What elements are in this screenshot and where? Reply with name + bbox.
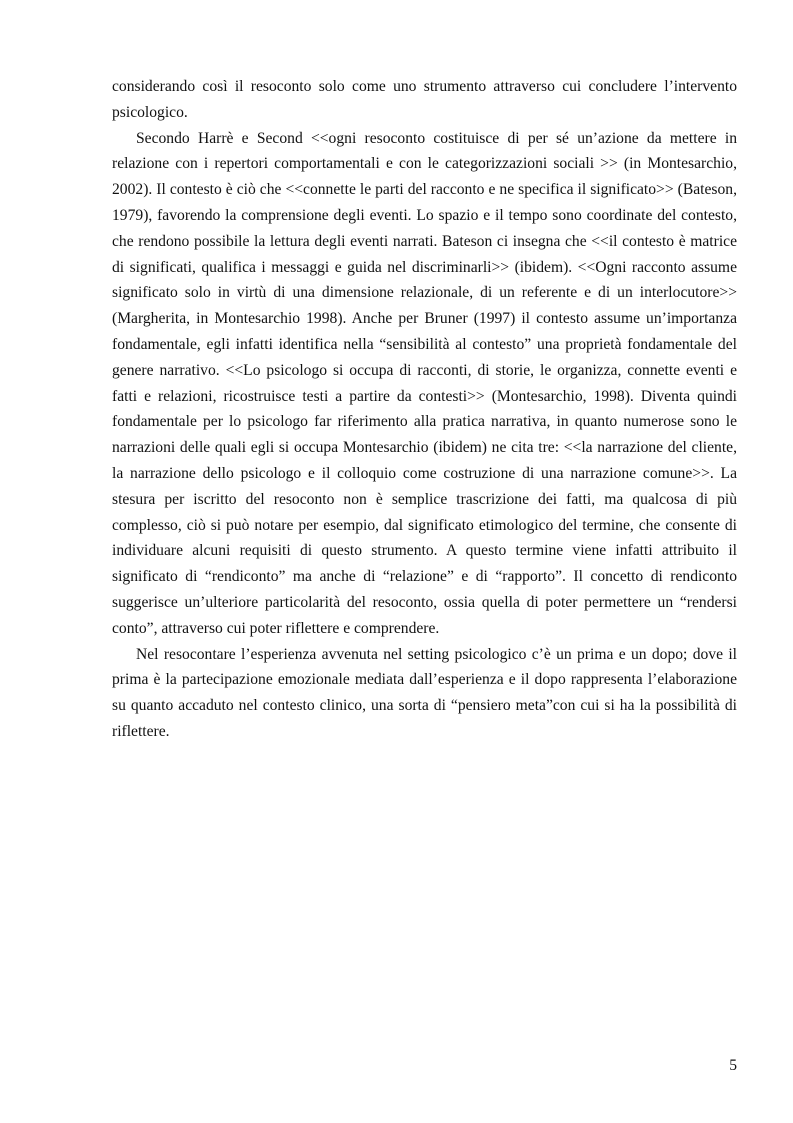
- paragraph-resocontare: Nel resocontare l’esperienza avvenuta nel setting psicologico c’è un prima e un dopo; dove il prima è la partecipazione emozionale mediata dall’esperienza e il dopo rappresenta l’elaborazione su quanto accaduto nel contesto clinico, una sorta di “pensiero meta”con cui si ha la possibilità di riflettere.: [112, 645, 737, 740]
- paragraph-context: Secondo Harrè e Second <<ogni resoconto costituisce di per sé un’azione da mettere in relazione con i repertori comportamentali e con le categorizzazioni sociali >> (in Montesarchio, 2002). Il contesto è ciò che <<connette le parti del racconto e ne specifica il significato>> (Bateson, 1979), favorendo la comprensione degli eventi. Lo spazio e il tempo sono coordinate del contesto, che rendono possibile la lettura degli eventi narrati. Bateson ci insegna che <<il contesto è matrice di significati, qualifica i messaggi e guida nel discriminarli>> (ibidem). <<Ogni racconto assume significato solo in virtù di una dimensione relazionale, di un referente e di un interlocutore>> (Margherita, in Montesarchio 1998). Anche per Bruner (1997) il contesto assume un’importanza fondamentale, egli infatti identifica nella “sensibilità al contesto” una proprietà fondamentale del genere narrativo. <<Lo psicologo si occupa di racconti, di storie, le organizza, connette eventi e fatti e relazioni, ricostruisce testi a partire da contesti>> (Montesarchio, 1998). Diventa quindi fondamentale per lo psicologo far riferimento alla pratica narrativa, in quanto numerose sono le narrazioni delle quali egli si occupa Montesarchio (ibidem) ne cita tre: <<la narrazione del cliente, la narrazione dello psicologo e il colloquio come costruzione di una narrazione comune>>. La stesura per iscritto del resoconto non è semplice trascrizione dei fatti, ma qualcosa di più complesso, ciò si può notare per esempio, dal significato etimologico del termine, che consente di individuare alcuni requisiti di questo strumento. A questo termine viene infatti attribuito il significato di “rendiconto” ma anche di “relazione” e di “rapporto”. Il concetto di rendiconto suggerisce un’ulteriore particolarità del resoconto, ossia quella di poter permettere un “rendersi conto”, attraverso cui poter riflettere e comprendere.: [112, 129, 737, 637]
- paragraph-continuation: considerando così il resoconto solo come uno strumento attraverso cui concludere l’intervento psicologico.: [112, 78, 737, 121]
- page-number: 5: [729, 1057, 737, 1074]
- body-text: [112, 74, 737, 745]
